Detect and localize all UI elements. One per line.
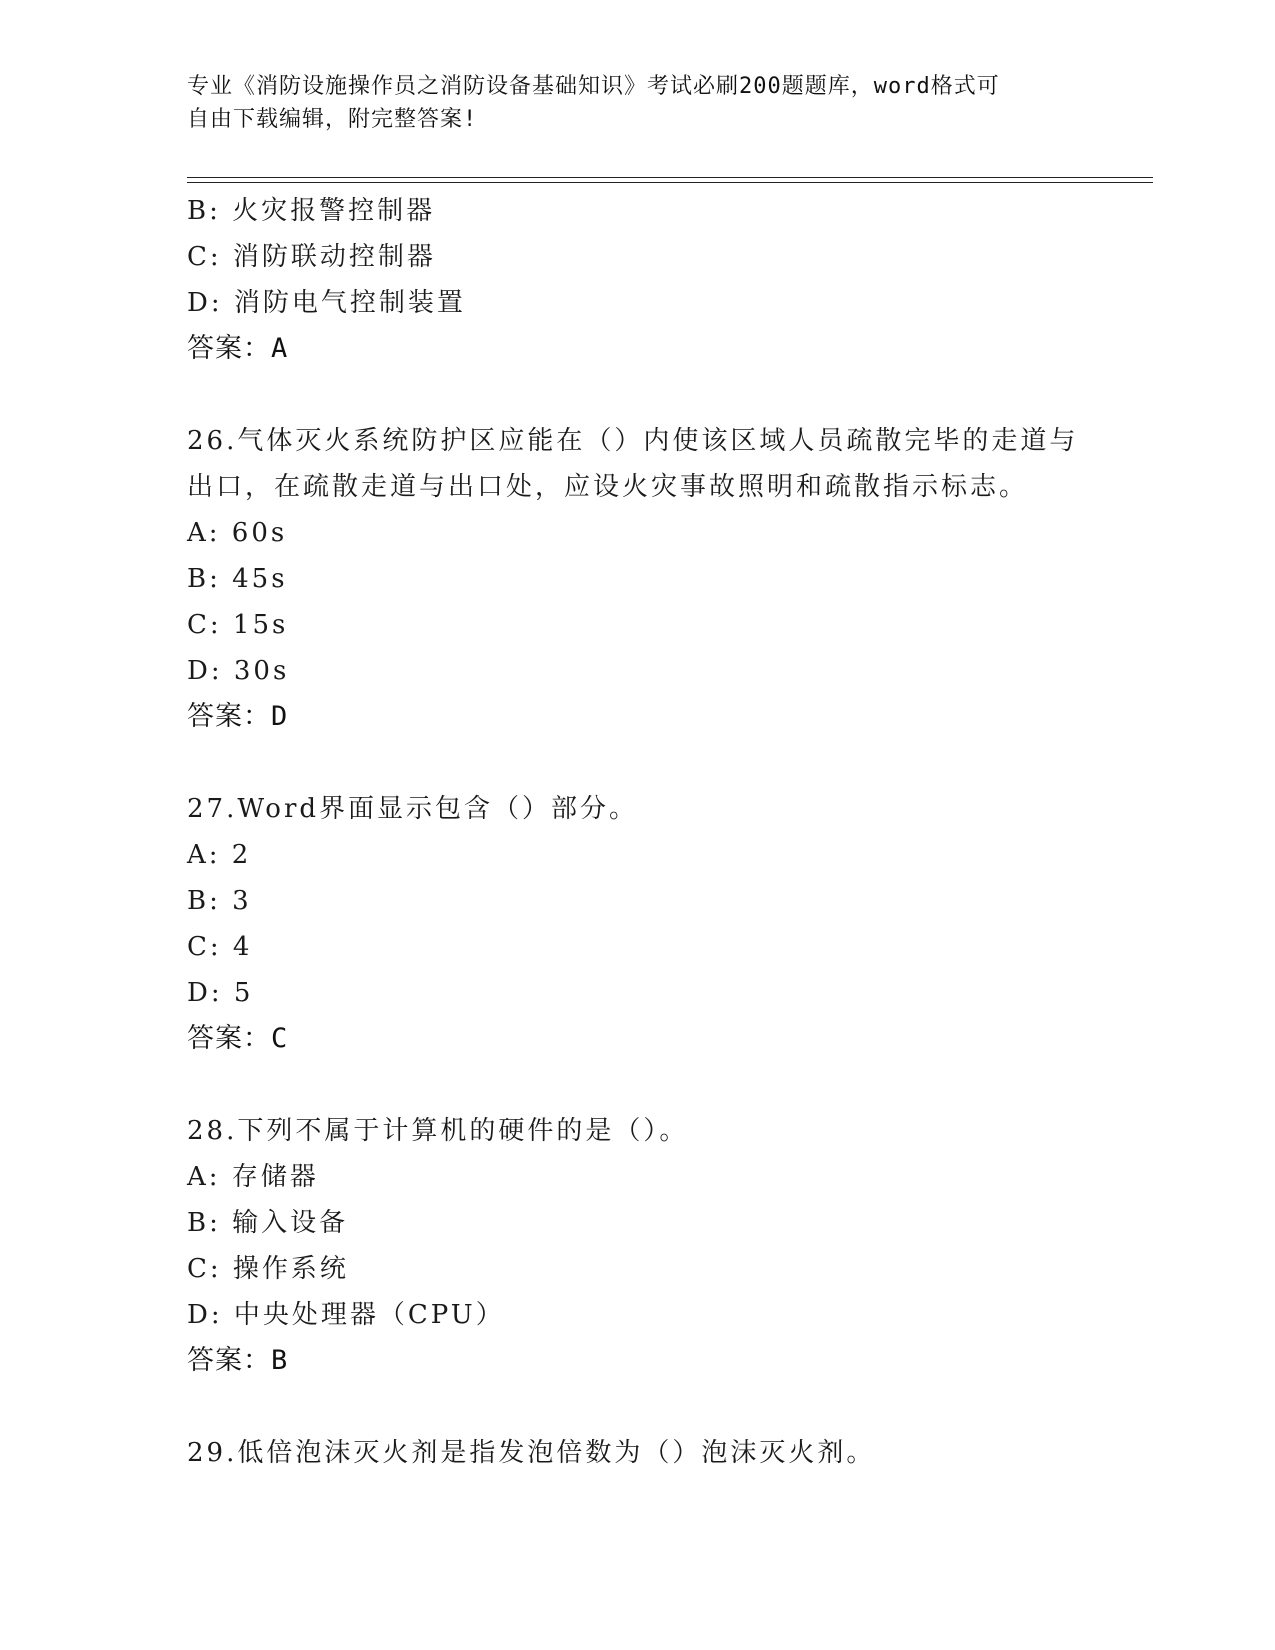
spacer [187, 740, 1087, 786]
option-b: B: 火灾报警控制器 [187, 196, 436, 226]
option-a: A: 存储器 [187, 1162, 319, 1192]
question-25-continued [187, 188, 1087, 372]
spacer [187, 1384, 1087, 1430]
document-header [187, 70, 1087, 136]
option-c: C: 消防联动控制器 [187, 242, 436, 272]
question-list [187, 188, 1087, 1476]
option-c: C: 操作系统 [187, 1254, 349, 1284]
question-stem-continued: 出口，在疏散走道与出口处，应设火灾事故照明和疏散指示标志。 [187, 472, 1029, 502]
answer: 答案：A [187, 333, 289, 364]
answer: 答案：C [187, 1023, 289, 1054]
question-26 [187, 418, 1087, 740]
header-rule-bottom [187, 182, 1153, 183]
question-stem: 28.下列不属于计算机的硬件的是（）。 [187, 1116, 689, 1146]
option-d: D: 30s [187, 656, 290, 686]
option-d: D: 5 [187, 978, 254, 1008]
question-stem: 26.气体灭火系统防护区应能在（）内使该区域人员疏散完毕的走道与 [187, 426, 1079, 456]
answer: 答案：D [187, 701, 289, 732]
spacer [187, 372, 1087, 418]
option-a: A: 60s [187, 518, 288, 548]
header-line-1: 专业《消防设施操作员之消防设备基础知识》考试必刷200题题库，word格式可 [187, 74, 1000, 99]
option-b: B: 45s [187, 564, 288, 594]
question-stem: 27.Word界面显示包含（）部分。 [187, 794, 639, 824]
question-27 [187, 786, 1087, 1062]
question-29 [187, 1430, 1087, 1476]
answer: 答案：B [187, 1345, 289, 1376]
option-c: C: 4 [187, 932, 253, 962]
option-d: D: 中央处理器（CPU） [187, 1300, 505, 1330]
question-stem: 29.低倍泡沫灭火剂是指发泡倍数为（）泡沫灭火剂。 [187, 1438, 876, 1468]
header-rule-top [187, 177, 1153, 178]
question-28 [187, 1108, 1087, 1384]
option-d: D: 消防电气控制装置 [187, 288, 466, 318]
option-b: B: 输入设备 [187, 1208, 349, 1238]
header-line-2: 自由下载编辑，附完整答案! [187, 107, 478, 132]
option-a: A: 2 [187, 840, 252, 870]
spacer [187, 1062, 1087, 1108]
option-c: C: 15s [187, 610, 289, 640]
option-b: B: 3 [187, 886, 252, 916]
